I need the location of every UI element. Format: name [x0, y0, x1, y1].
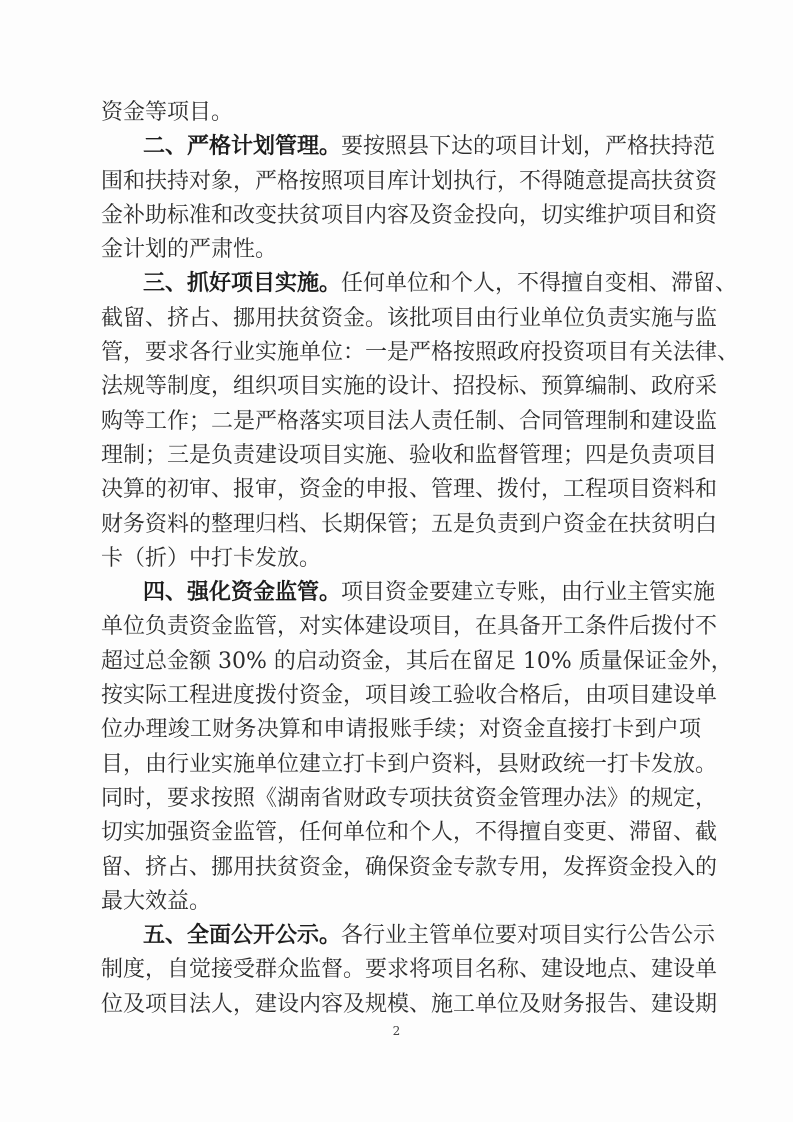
line-text: 管，要求各行业实施单位：一是严格按照政府投资项目有关法律、 [101, 340, 740, 366]
line-text: 资金等项目。 [101, 100, 234, 125]
line-text: 位办理竣工财务决算和申请报账手续；对资金直接打卡到户项 [101, 717, 701, 743]
page-number: 2 [392, 1024, 401, 1038]
text-line [101, 953, 718, 987]
line-text: 目，由行业实施单位建立打卡到户资料，县财政统一打卡发放。 [101, 751, 718, 777]
line-text: 购等工作；二是严格落实项目法人责任制、合同管理制和建设监 [101, 408, 718, 434]
text-line [101, 679, 718, 713]
paragraph [101, 267, 740, 576]
text-line [101, 610, 718, 644]
text-line [101, 130, 716, 164]
line-text: 位及项目法人，建设内容及规模、施工单位及财务报告、建设期 [101, 991, 718, 1017]
paragraph [101, 96, 701, 130]
paragraph [101, 576, 733, 919]
text-line [101, 439, 718, 473]
text-line [101, 748, 718, 782]
text-line [101, 645, 733, 679]
line-text: 单位负责资金监管，对实体建设项目，在具备开工条件后拨付不 [101, 614, 718, 640]
line-text: 项目资金要建立专账，由行业主管实施 [341, 580, 716, 606]
text-line [101, 851, 718, 885]
paragraph [101, 919, 718, 1022]
text-line [101, 233, 701, 267]
line-text: 截留、挤占、挪用扶贫资金。该批项目由行业单位负责实施与监 [101, 305, 718, 331]
text-line [101, 336, 740, 370]
text-line [101, 542, 701, 576]
line-text: 同时，要求按照《湖南省财政专项扶贫资金管理办法》的规定， [101, 785, 718, 811]
line-text: 法规等制度，组织项目实施的设计、招投标、预算编制、政府采 [101, 374, 718, 400]
line-text: 要按照县下达的项目计划，严格扶持范 [341, 134, 716, 160]
text-line [101, 508, 718, 542]
line-text: 理制；三是负责建设项目实施、验收和监督管理；四是负责项目 [101, 442, 718, 468]
line-text: 超过总金额 30% 的启动资金，其后在留足 10% 质量保证金外， [101, 648, 733, 674]
line-text: 任何单位和个人，不得擅自变相、滞留、 [341, 271, 738, 297]
text-line [101, 816, 718, 850]
paragraph [101, 130, 718, 267]
line-text: 各行业主管单位要对项目实行公告公示 [341, 923, 716, 949]
text-line [101, 576, 716, 610]
section-heading: 二、严格计划管理。 [143, 134, 342, 160]
section-heading: 五、全面公开公示。 [143, 923, 342, 949]
line-text: 最大效益。 [101, 888, 212, 914]
text-line [101, 370, 718, 404]
line-text: 切实加强资金监管，任何单位和个人，不得擅自变更、滞留、截 [101, 820, 718, 846]
text-line [101, 782, 718, 816]
line-text: 留、挤占、挪用扶贫资金，确保资金专款专用，发挥资金投入的 [101, 854, 718, 880]
line-text: 按实际工程进度拨付资金，项目竣工验收合格后，由项目建设单 [101, 683, 718, 709]
section-heading: 三、抓好项目实施。 [143, 271, 342, 297]
text-line [101, 405, 718, 439]
line-text: 卡（折）中打卡发放。 [101, 545, 322, 571]
text-line [101, 988, 718, 1022]
text-line [101, 267, 738, 301]
line-text: 制度，自觉接受群众监督。要求将项目名称、建设地点、建设单 [101, 957, 718, 983]
text-line [101, 919, 716, 953]
section-heading: 四、强化资金监管。 [143, 580, 342, 606]
text-line [101, 199, 718, 233]
text-line [101, 473, 718, 507]
line-text: 金计划的严肃性。 [101, 237, 278, 263]
text-line [101, 302, 718, 336]
line-text: 金补助标准和改变扶贫项目内容及资金投向，切实维护项目和资 [101, 202, 718, 228]
line-text: 财务资料的整理归档、长期保管；五是负责到户资金在扶贫明白 [101, 511, 718, 537]
line-text: 决算的初审、报审，资金的申报、管理、拨付，工程项目资料和 [101, 477, 718, 503]
text-line [101, 96, 701, 130]
text-line [101, 713, 701, 747]
text-line [101, 885, 701, 919]
text-line [101, 165, 718, 199]
line-text: 围和扶持对象，严格按照项目库计划执行，不得随意提高扶贫资 [101, 168, 718, 194]
document-body [101, 96, 740, 1022]
